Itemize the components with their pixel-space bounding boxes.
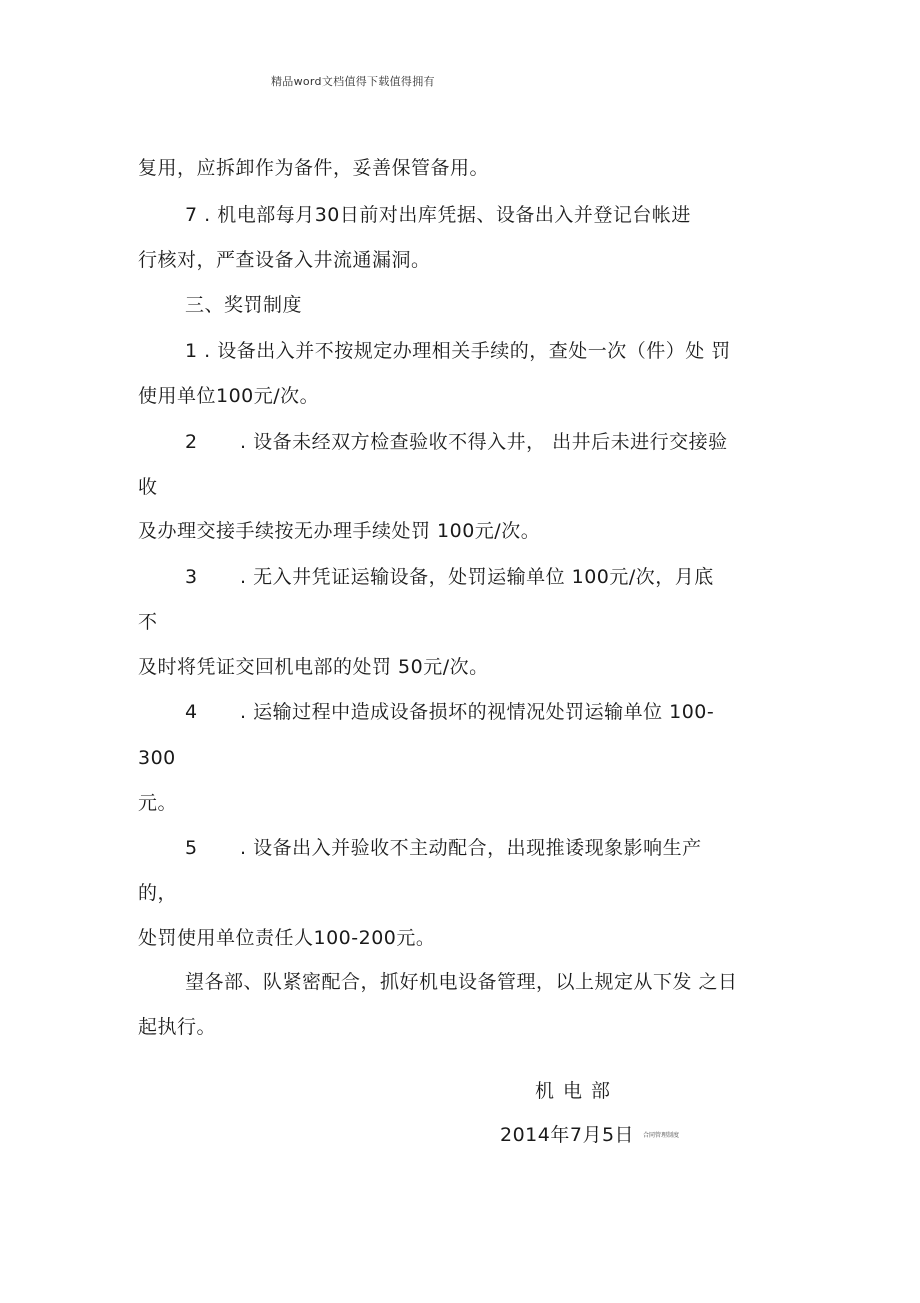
rule-item-1: 1 . 设备出入并不按规定办理相关手续的，查处一次（件）处 罚	[185, 340, 731, 362]
rule-number: 3	[185, 566, 198, 588]
paragraph-line: 的，	[138, 882, 178, 904]
paragraph-line: 收	[138, 476, 158, 498]
paragraph-line: 起执行。	[138, 1016, 217, 1038]
footnote-label: 合同管理制度	[643, 1132, 680, 1139]
paragraph-line: 不	[138, 611, 158, 633]
signature-department: 机电部	[535, 1080, 620, 1102]
paragraph-line: 复用，应拆卸作为备件，妥善保管备用。	[138, 157, 490, 179]
paragraph-line: 行核对，严查设备入井流通漏洞。	[138, 249, 431, 271]
rule-number: 2	[185, 431, 198, 453]
document-header: 精品word文档值得下载值得拥有	[271, 75, 435, 88]
rule-item-4: . 运输过程中造成设备损坏的视情况处罚运输单位 100-	[240, 701, 715, 723]
rule-number: 4	[185, 701, 198, 723]
rule-item-3: . 无入井凭证运输设备，处罚运输单位 100元/次，月底	[240, 566, 714, 588]
paragraph-line: 元。	[138, 792, 178, 814]
section-heading: 三、奖罚制度	[185, 294, 303, 316]
paragraph-line: 及时将凭证交回机电部的处罚 50元/次。	[138, 656, 489, 678]
signature-date: 2014年7月5日	[500, 1124, 635, 1146]
rule-item-2: . 设备未经双方检查验收不得入井， 出井后未进行交接验	[240, 431, 728, 453]
paragraph-line: 及办理交接手续按无办理手续处罚 100元/次。	[138, 520, 541, 542]
paragraph-line: 使用单位100元/次。	[138, 385, 320, 407]
rule-item-5: . 设备出入并验收不主动配合，出现推诿现象影响生产	[240, 837, 702, 859]
closing-paragraph: 望各部、队紧密配合，抓好机电设备管理，以上规定从下发 之日	[185, 971, 738, 993]
rule-number: 5	[185, 837, 198, 859]
paragraph-line: 7 . 机电部每月30日前对出库凭据、设备出入并登记台帐进	[185, 204, 691, 226]
paragraph-line: 300	[138, 747, 176, 769]
paragraph-line: 处罚使用单位责任人100-200元。	[138, 927, 436, 949]
